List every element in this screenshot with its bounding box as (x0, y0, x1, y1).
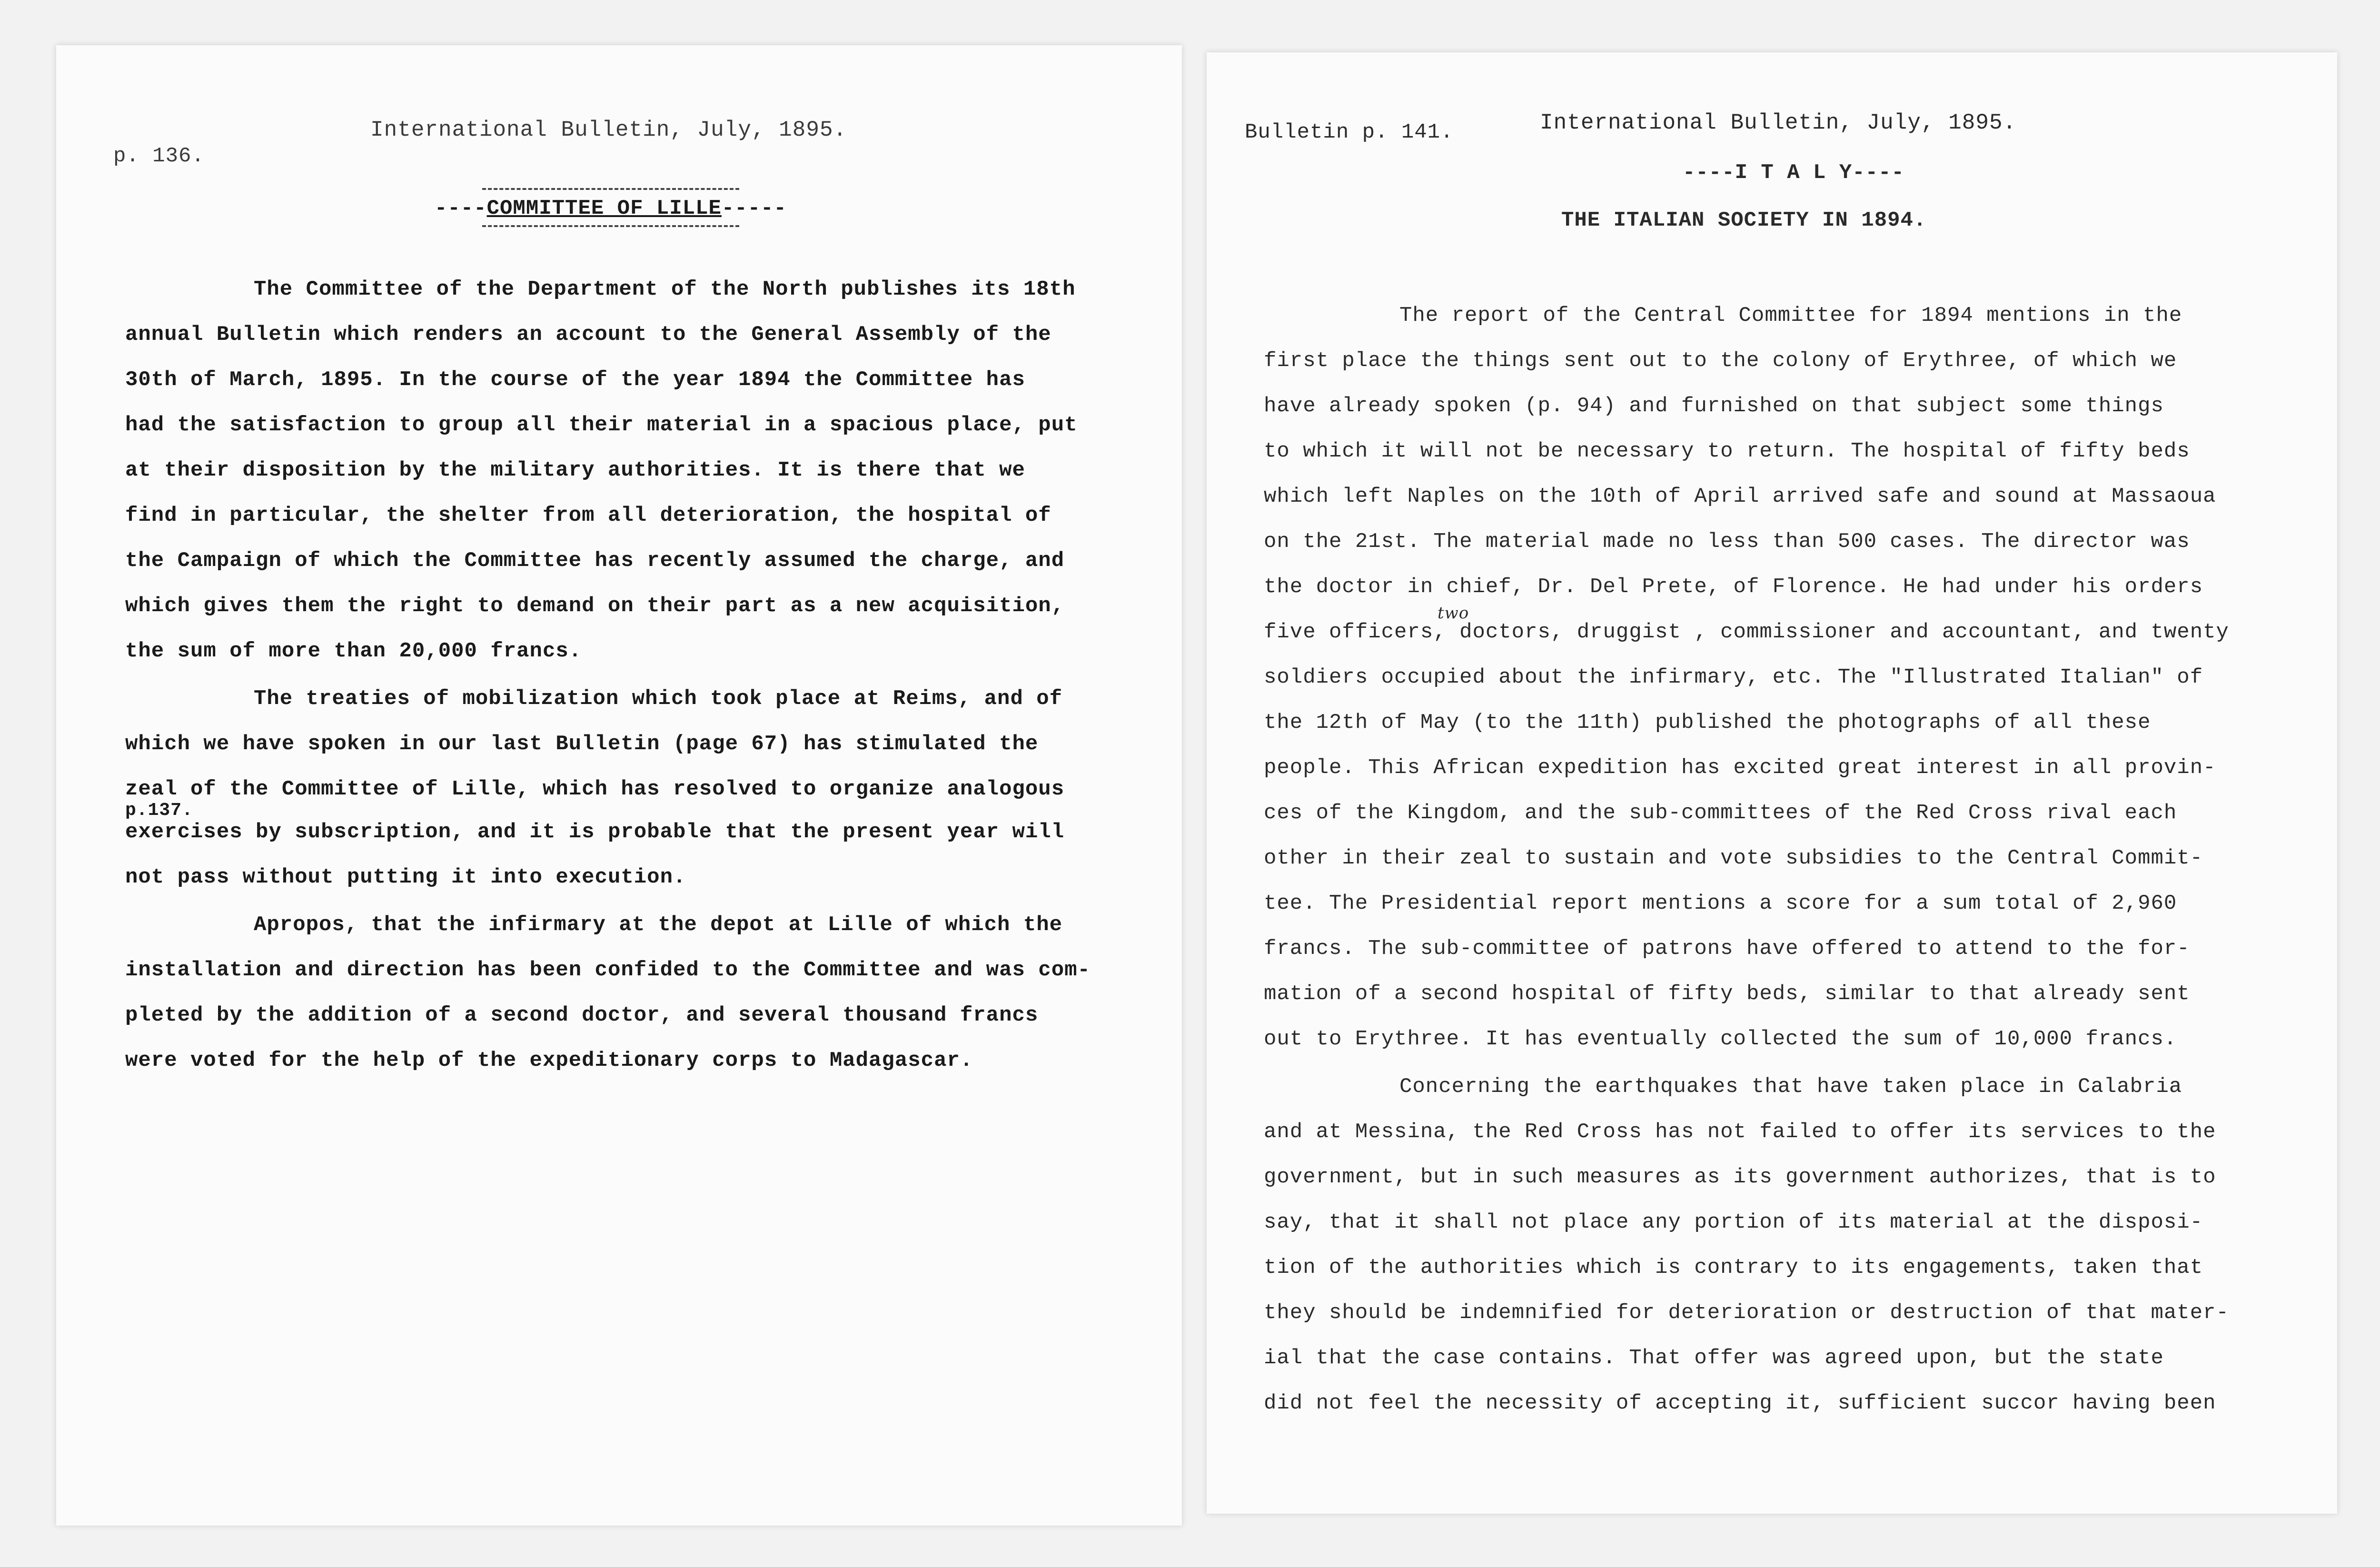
right-line-19: and at Messina, the Red Cross has not failed to offer its services to the (1264, 1120, 2216, 1144)
left-line-18: were voted for the help of the expeditionary corps to Madagascar. (125, 1049, 973, 1072)
right-page-ref: Bulletin p. 141. (1245, 120, 1454, 144)
right-line-1: The report of the Central Committee for 1894 mentions in the (1399, 304, 2182, 327)
right-line-14: tee. The Presidential report mentions a score for a sum total of 2,960 (1264, 892, 2177, 915)
left-page-ref-137: p.137. (125, 800, 193, 821)
right-line-8: five officers, doctors, druggist , commissioner and accountant, and twenty (1264, 620, 2229, 644)
left-title-row (435, 195, 787, 222)
right-country-dashes-left: ---- (1683, 161, 1735, 185)
right-line-3: have already spoken (p. 94) and furnished on that subject some things (1264, 394, 2164, 418)
left-header: International Bulletin, July, 1895. (370, 118, 847, 142)
right-line-9: soldiers occupied about the infirmary, etc. The "Illustrated Italian" of (1264, 665, 2203, 689)
left-line-11: which we have spoken in our last Bulletin (page 67) has stimulated the (125, 732, 1039, 756)
right-line-23: they should be indemnified for deterioration or destruction of that mater- (1264, 1301, 2229, 1325)
left-line-14: not pass without putting it into execution. (125, 865, 686, 889)
left-title-dashes-right: ----- (721, 197, 787, 220)
right-line-21: say, that it shall not place any portion of its material at the disposi- (1264, 1210, 2203, 1234)
left-line-10: The treaties of mobilization which took place at Reims, and of (254, 687, 1063, 711)
right-line-15: francs. The sub-committee of patrons have offered to attend to the for- (1264, 937, 2190, 961)
left-line-13: exercises by subscription, and it is probable that the present year will (125, 820, 1065, 844)
right-line-25: did not feel the necessity of accepting it, sufficient succor having been (1264, 1391, 2216, 1415)
right-line-17: out to Erythree. It has eventually collected the sum of 10,000 francs. (1264, 1027, 2177, 1051)
left-line-4: had the satisfaction to group all their material in a spacious place, put (125, 413, 1078, 437)
right-line-20: government, but in such measures as its government authorizes, that is to (1264, 1165, 2216, 1189)
right-line-2: first place the things sent out to the colony of Erythree, of which we (1264, 349, 2177, 373)
right-header: International Bulletin, July, 1895. (1540, 110, 2017, 135)
right-document-page (1207, 52, 2337, 1514)
right-line-4: to which it will not be necessary to return. The hospital of fifty beds (1264, 439, 2190, 463)
right-country-dashes-right: ---- (1852, 161, 1904, 185)
left-line-9: the sum of more than 20,000 francs. (125, 639, 582, 663)
left-title-dash-top (482, 188, 739, 190)
left-line-16: installation and direction has been confided to the Committee and was com- (125, 958, 1091, 982)
right-line-11: people. This African expedition has excited great interest in all provin- (1264, 756, 2216, 780)
left-line-3: 30th of March, 1895. In the course of the year 1894 the Committee has (125, 368, 1025, 392)
right-line-18: Concerning the earthquakes that have taken place in Calabria (1399, 1075, 2182, 1099)
left-title: COMMITTEE OF LILLE (486, 197, 722, 220)
left-line-1: The Committee of the Department of the North publishes its 18th (254, 278, 1076, 301)
right-line-5: which left Naples on the 10th of April arrived safe and sound at Massaoua (1264, 485, 2216, 508)
left-line-2: annual Bulletin which renders an account to the General Assembly of the (125, 323, 1051, 347)
right-line-13: other in their zeal to sustain and vote subsidies to the Central Commit- (1264, 846, 2203, 870)
right-line-22: tion of the authorities which is contrary to its engagements, taken that (1264, 1256, 2203, 1279)
left-line-6: find in particular, the shelter from all deterioration, the hospital of (125, 504, 1051, 527)
right-line-10: the 12th of May (to the 11th) published the photographs of all these (1264, 711, 2151, 734)
right-title: THE ITALIAN SOCIETY IN 1894. (1561, 208, 1927, 232)
right-country-row (1683, 159, 1904, 186)
right-line-16: mation of a second hospital of fifty beds, similar to that already sent (1264, 982, 2190, 1006)
left-document-page (56, 45, 1182, 1526)
left-line-5: at their disposition by the military authorities. It is there that we (125, 458, 1025, 482)
left-page-ref: p. 136. (113, 144, 205, 168)
left-title-dash-bottom (482, 225, 739, 227)
left-title-dashes-left: ---- (435, 197, 487, 220)
right-line-6: on the 21st. The material made no less than 500 cases. The director was (1264, 530, 2190, 554)
right-country: I T A L Y (1735, 161, 1853, 185)
left-line-7: the Campaign of which the Committee has recently assumed the charge, and (125, 549, 1065, 573)
right-line-24: ial that the case contains. That offer was agreed upon, but the state (1264, 1346, 2164, 1370)
left-line-12: zeal of the Committee of Lille, which has resolved to organize analogous (125, 777, 1065, 801)
left-line-15: Apropos, that the infirmary at the depot at Lille of which the (254, 913, 1063, 937)
right-handwritten-insertion: two (1438, 604, 1469, 623)
right-line-12: ces of the Kingdom, and the sub-committees of the Red Cross rival each (1264, 801, 2177, 825)
right-line-7: the doctor in chief, Dr. Del Prete, of Florence. He had under his orders (1264, 575, 2203, 599)
left-line-17: pleted by the addition of a second doctor, and several thousand francs (125, 1003, 1039, 1027)
left-line-8: which gives them the right to demand on their part as a new acquisition, (125, 594, 1065, 618)
